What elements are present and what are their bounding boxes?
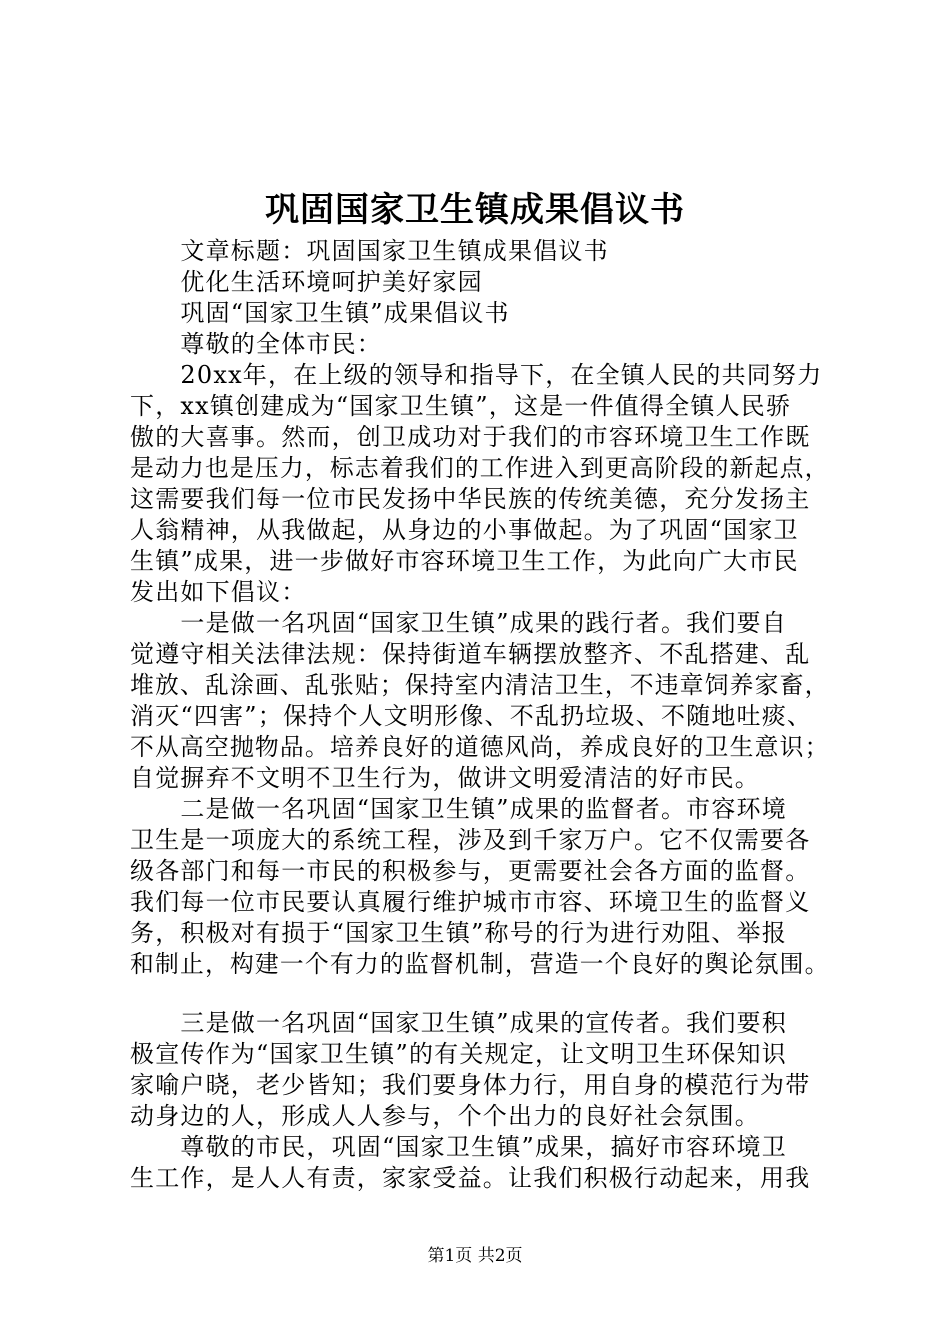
- body-line: 尊敬的全体市民：: [130, 330, 382, 358]
- body-line: 卫生是一项庞大的系统工程，涉及到千家万户。它不仅需要各: [130, 826, 811, 854]
- body-line: 动身边的人，形成人人参与，个个出力的良好社会氛围。: [130, 1102, 760, 1130]
- body-line: 极宣传作为“国家卫生镇”的有关规定，让文明卫生环保知识: [130, 1040, 787, 1068]
- body-line: 尊敬的市民，巩固“国家卫生镇”成果，搞好市容环境卫: [130, 1133, 787, 1161]
- body-line: 巩固“国家卫生镇”成果倡议书: [130, 299, 510, 327]
- body-line: 和制止，构建一个有力的监督机制，营造一个良好的舆论氛围。: [130, 950, 830, 978]
- body-line: 生工作，是人人有责，家家受益。让我们积极行动起来，用我: [130, 1164, 811, 1192]
- body-line: 我们每一位市民要认真履行维护城市市容、环境卫生的监督义: [130, 888, 811, 916]
- body-line: 级各部门和每一市民的积极参与，更需要社会各方面的监督。: [130, 857, 811, 885]
- body-line: 生镇”成果，进一步做好市容环境卫生工作，为此向广大市民: [130, 547, 799, 575]
- document-title: 巩固国家卫生镇成果倡议书: [265, 190, 685, 230]
- page-footer: 第1页 共2页: [427, 1246, 523, 1266]
- body-line: 三是做一名巩固“国家卫生镇”成果的宣传者。我们要积: [130, 1009, 787, 1037]
- body-line: 自觉摒弃不文明不卫生行为，做讲文明爱清洁的好市民。: [130, 764, 760, 792]
- body-line: 优化生活环境呵护美好家园: [130, 268, 483, 296]
- body-line: 20xx年，在上级的领导和指导下，在全镇人民的共同努力: [130, 361, 823, 389]
- document-body: [130, 236, 830, 1194]
- body-line: 二是做一名巩固“国家卫生镇”成果的监督者。市容环境: [130, 795, 787, 823]
- body-line: 一是做一名巩固“国家卫生镇”成果的践行者。我们要自: [130, 609, 787, 637]
- body-line: 文章标题：巩固国家卫生镇成果倡议书: [130, 237, 609, 265]
- body-line: 下，xx镇创建成为“国家卫生镇”，这是一件值得全镇人民骄: [130, 392, 792, 420]
- body-line: 务，积极对有损于“国家卫生镇”称号的行为进行劝阻、举报: [130, 919, 787, 947]
- body-line: 是动力也是压力，标志着我们的工作进入到更高阶段的新起点，: [130, 454, 830, 482]
- body-line: 发出如下倡议：: [130, 578, 307, 606]
- body-line: 人翁精神，从我做起，从身边的小事做起。为了巩固“国家卫: [130, 516, 799, 544]
- blank-line: [130, 980, 830, 1008]
- body-line: 堆放、乱涂画、乱张贴；保持室内清洁卫生，不违章饲养家畜，: [130, 671, 830, 699]
- body-line: 这需要我们每一位市民发扬中华民族的传统美德，充分发扬主: [130, 485, 811, 513]
- body-line: 消灭“四害”；保持个人文明形像、不乱扔垃圾、不随地吐痰、: [130, 702, 813, 730]
- body-line: 家喻户晓，老少皆知；我们要身体力行，用自身的模范行为带: [130, 1071, 811, 1099]
- body-line: 觉遵守相关法律法规：保持街道车辆摆放整齐、不乱搭建、乱: [130, 640, 811, 668]
- body-line: 傲的大喜事。然而，创卫成功对于我们的市容环境卫生工作既: [130, 423, 811, 451]
- body-line: 不从高空抛物品。培养良好的道德风尚，养成良好的卫生意识；: [130, 733, 830, 761]
